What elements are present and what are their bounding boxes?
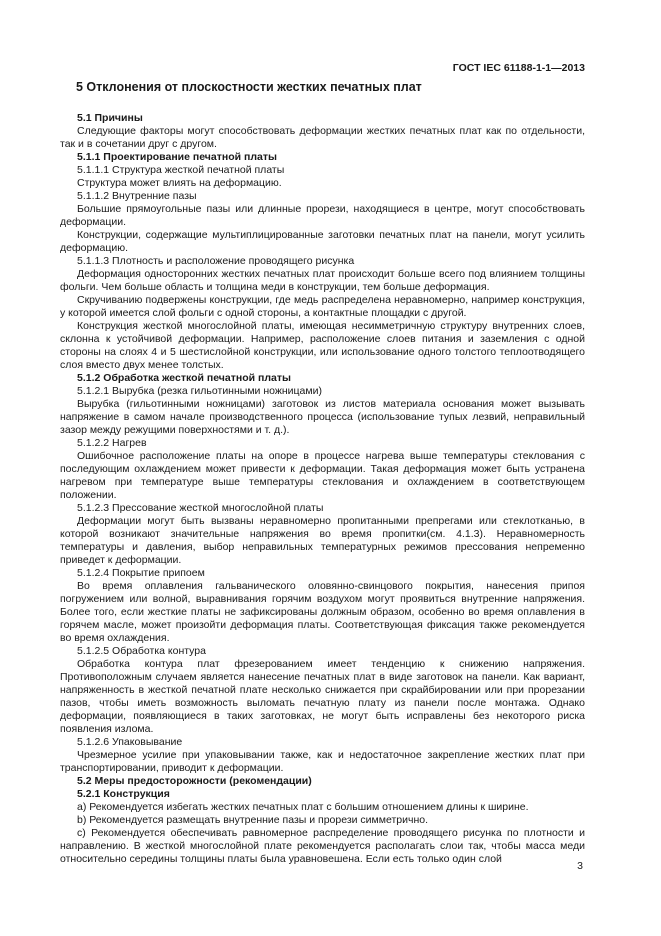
page-number: 3 [577, 860, 583, 872]
subsection-heading: 5.1.2.4 Покрытие припоем [77, 567, 205, 579]
paragraph: Следующие факторы могут способствовать деформации жестких печатных плат как по отдельности, так и в сочетании друг с другом. [60, 125, 585, 150]
section-heading: 5.1 Причины [77, 112, 143, 124]
document-code: ГОСТ IEC 61188-1-1—2013 [452, 62, 585, 74]
subsection-heading: 5.1.1.2 Внутренние пазы [77, 190, 197, 202]
paragraph: Деформация односторонних жестких печатных плат происходит больше всего под влиянием толщины фольги. Чем больше область и толщина меди в конструкции, тем больше деформация. [60, 268, 585, 293]
subsection-heading: 5.1.2.1 Вырубка (резка гильотинными ножницами) [77, 385, 322, 397]
section-heading: 5.1.1 Проектирование печатной платы [77, 151, 277, 163]
paragraph: Вырубка (гильотинными ножницами) заготовок из листов материала основания может вызывать напряжение в самом начале производственного процесса (использование тупых лезвий, неправильный зазор между режущими поверхностями и т. д.). [60, 398, 585, 436]
subsection-heading: 5.1.2.6 Упаковывание [77, 736, 183, 748]
chapter-title: 5 Отклонения от плоскостности жестких печатных плат [76, 80, 422, 94]
subsection-heading: 5.1.1.1 Структура жесткой печатной платы [77, 164, 285, 176]
subsection-heading: 5.1.2.5 Обработка контура [77, 645, 206, 657]
paragraph: Обработка контура плат фрезерованием имеет тенденцию к снижению напряжения. Противоположным случаем является нанесение печатных плат в виде заготовок на панели. Как вариант, напряженность в жесткой печатной плате несколько снижается при скрайбировании или при прорезании пазов, чтобы иметь возможность выломать печатную плату из панели после монтажа. Однако деформации, появляющиеся в таких заготовках, не могут быть исправлены без некоторого риска появления излома. [60, 658, 585, 735]
paragraph: Во время оплавления гальванического оловянно-свинцового покрытия, нанесения припоя погружением или волной, выравнивания горячим воздухом могут проявиться внутренние напряжения. Более того, если жесткие платы не зафиксированы должным образом, особенно во время оплавления в горячем масле, может произойти деформация платы. Соответствующая фиксация также рекомендуется во время охлаждения. [60, 580, 585, 644]
paragraph: а) Рекомендуется избегать жестких печатных плат с большим отношением длины к ширине. [77, 801, 529, 813]
paragraph: b) Рекомендуется размещать внутренние пазы и прорези симметрично. [77, 814, 429, 826]
paragraph: Конструкции, содержащие мультиплицированные заготовки печатных плат на панели, могут усилить деформацию. [60, 229, 585, 254]
section-heading: 5.2 Меры предосторожности (рекомендации) [77, 775, 312, 787]
section-heading: 5.1.2 Обработка жесткой печатной платы [77, 372, 291, 384]
paragraph: Конструкция жесткой многослойной платы, имеющая несимметричную структуру внутренних слоев, склонна к устойчивой деформации. Например, расположение слоев питания и заземления с одной стороны на слоях 4 и 5 шестислойной конструкции, или использование одного толстого теплоотводящего слоя вместо двух менее толстых. [60, 320, 585, 371]
text-blocks [60, 112, 585, 866]
paragraph: с) Рекомендуется обеспечивать равномерное распределение проводящего рисунка по плотности и направлению. В жесткой многослойной плате рекомендуется располагать слои так, чтобы масса меди относительно середины толщины платы была уравновешена. Если есть только один слой [60, 827, 585, 865]
subsection-heading: 5.1.1.3 Плотность и расположение проводящего рисунка [77, 255, 355, 267]
paragraph: Скручиванию подвержены конструкции, где медь распределена неравномерно, например конструкция, у которой имеется слой фольги с одной стороны, а контактные площадки с другой. [60, 294, 585, 319]
paragraph: Чрезмерное усилие при упаковывании также, как и недостаточное закрепление жестких плат при транспортировании, приводит к деформации. [60, 749, 585, 774]
subsection-heading: 5.1.2.2 Нагрев [77, 437, 147, 449]
paragraph: Деформации могут быть вызваны неравномерно пропитанными препрегами или стеклотканью, в которой возникают значительные напряжения во время пропитки(см. 4.1.3). Неравномерность температуры и давления, выбор неправильных температурных режимов прессования непременно приведет к деформации. [60, 515, 585, 566]
section-heading: 5.2.1 Конструкция [77, 788, 170, 800]
subsection-heading: 5.1.2.3 Прессование жесткой многослойной платы [77, 502, 324, 514]
page-body [60, 80, 585, 866]
paragraph: Структура может влиять на деформацию. [77, 177, 282, 189]
paragraph: Ошибочное расположение платы на опоре в процессе нагрева выше температуры стеклования с последующим охлаждением может привести к деформации. Такая деформация может быть устранена нагревом при температуре выше температуры стеклования и охлаждением в соответствующем положении. [60, 450, 585, 501]
paragraph: Большие прямоугольные пазы или длинные прорези, находящиеся в центре, могут способствовать деформации. [60, 203, 585, 228]
